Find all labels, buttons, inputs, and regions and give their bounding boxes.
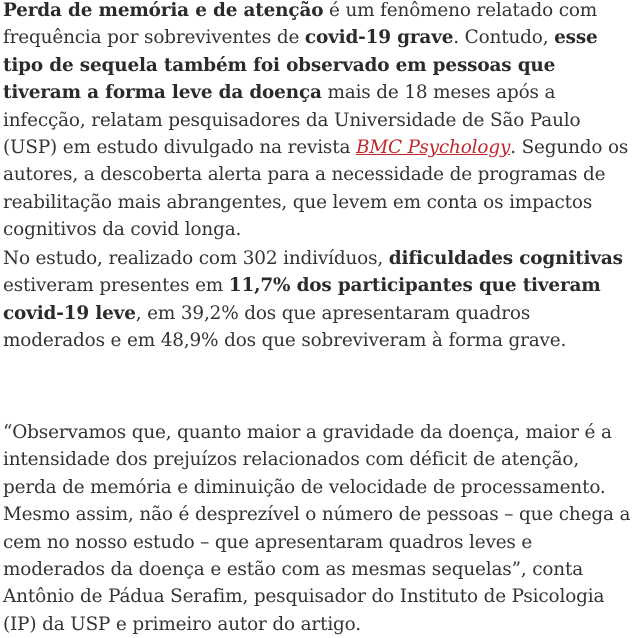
bold-percentage-leve: 11,7% dos participantes que tiveram covid-19 leve [3, 275, 601, 324]
text-segment: mais de 18 meses após a infecção, relatam pesquisadores da Universidade de São Paulo (USP) em estudo divulgado na revista [3, 82, 581, 159]
paragraph-study [3, 245, 633, 355]
text-segment: estiveram presentes em [3, 275, 229, 297]
bold-covid-grave: covid-19 grave [304, 27, 454, 49]
bold-memory-attention: Perda de memória e de atenção [3, 0, 324, 21]
bold-cognitive-difficulties: dificuldades cognitivas [388, 248, 623, 269]
paragraph-quote: “Observamos que, quanto maior a gravidade da doença, maior é a intensidade dos prejuízos relacionados com déficit de atenção, perda de memória e diminuição de velocidade de processamento. Mesmo assim, não é desprezível o número de pessoas – que chega a cem no nosso estudo – que apresentaram quadros leves e moderados da doença e estão com as mesmas sequelas”, conta Antônio de Pádua Serafim, pesquisador do Instituto de Psicologia (IP) da USP e primeiro autor do artigo. [3, 422, 631, 635]
bold-sequela-leve: esse tipo de sequela também foi observado em pessoas que tiveram a forma leve da doença [3, 27, 598, 104]
text-segment: , em 39,2% dos que apresentaram quadros moderados e em 48,9% dos que sobreviveram à forma grave. [3, 302, 567, 352]
text-segment: . Segundo os autores, a descoberta alerta para a necessidade de programas de reabilitação mais abrangentes, que levem em conta os impactos cognitivos da covid longa. [3, 137, 629, 241]
text-segment: é um fenômeno relatado com frequência por sobreviventes de [3, 0, 598, 49]
text-segment: . Contudo, [453, 27, 555, 49]
text-segment: No estudo, realizado com 302 indivíduos, [3, 248, 389, 269]
paragraph-intro [3, 0, 633, 244]
bmc-psychology-link[interactable]: BMC Psychology [355, 137, 511, 159]
